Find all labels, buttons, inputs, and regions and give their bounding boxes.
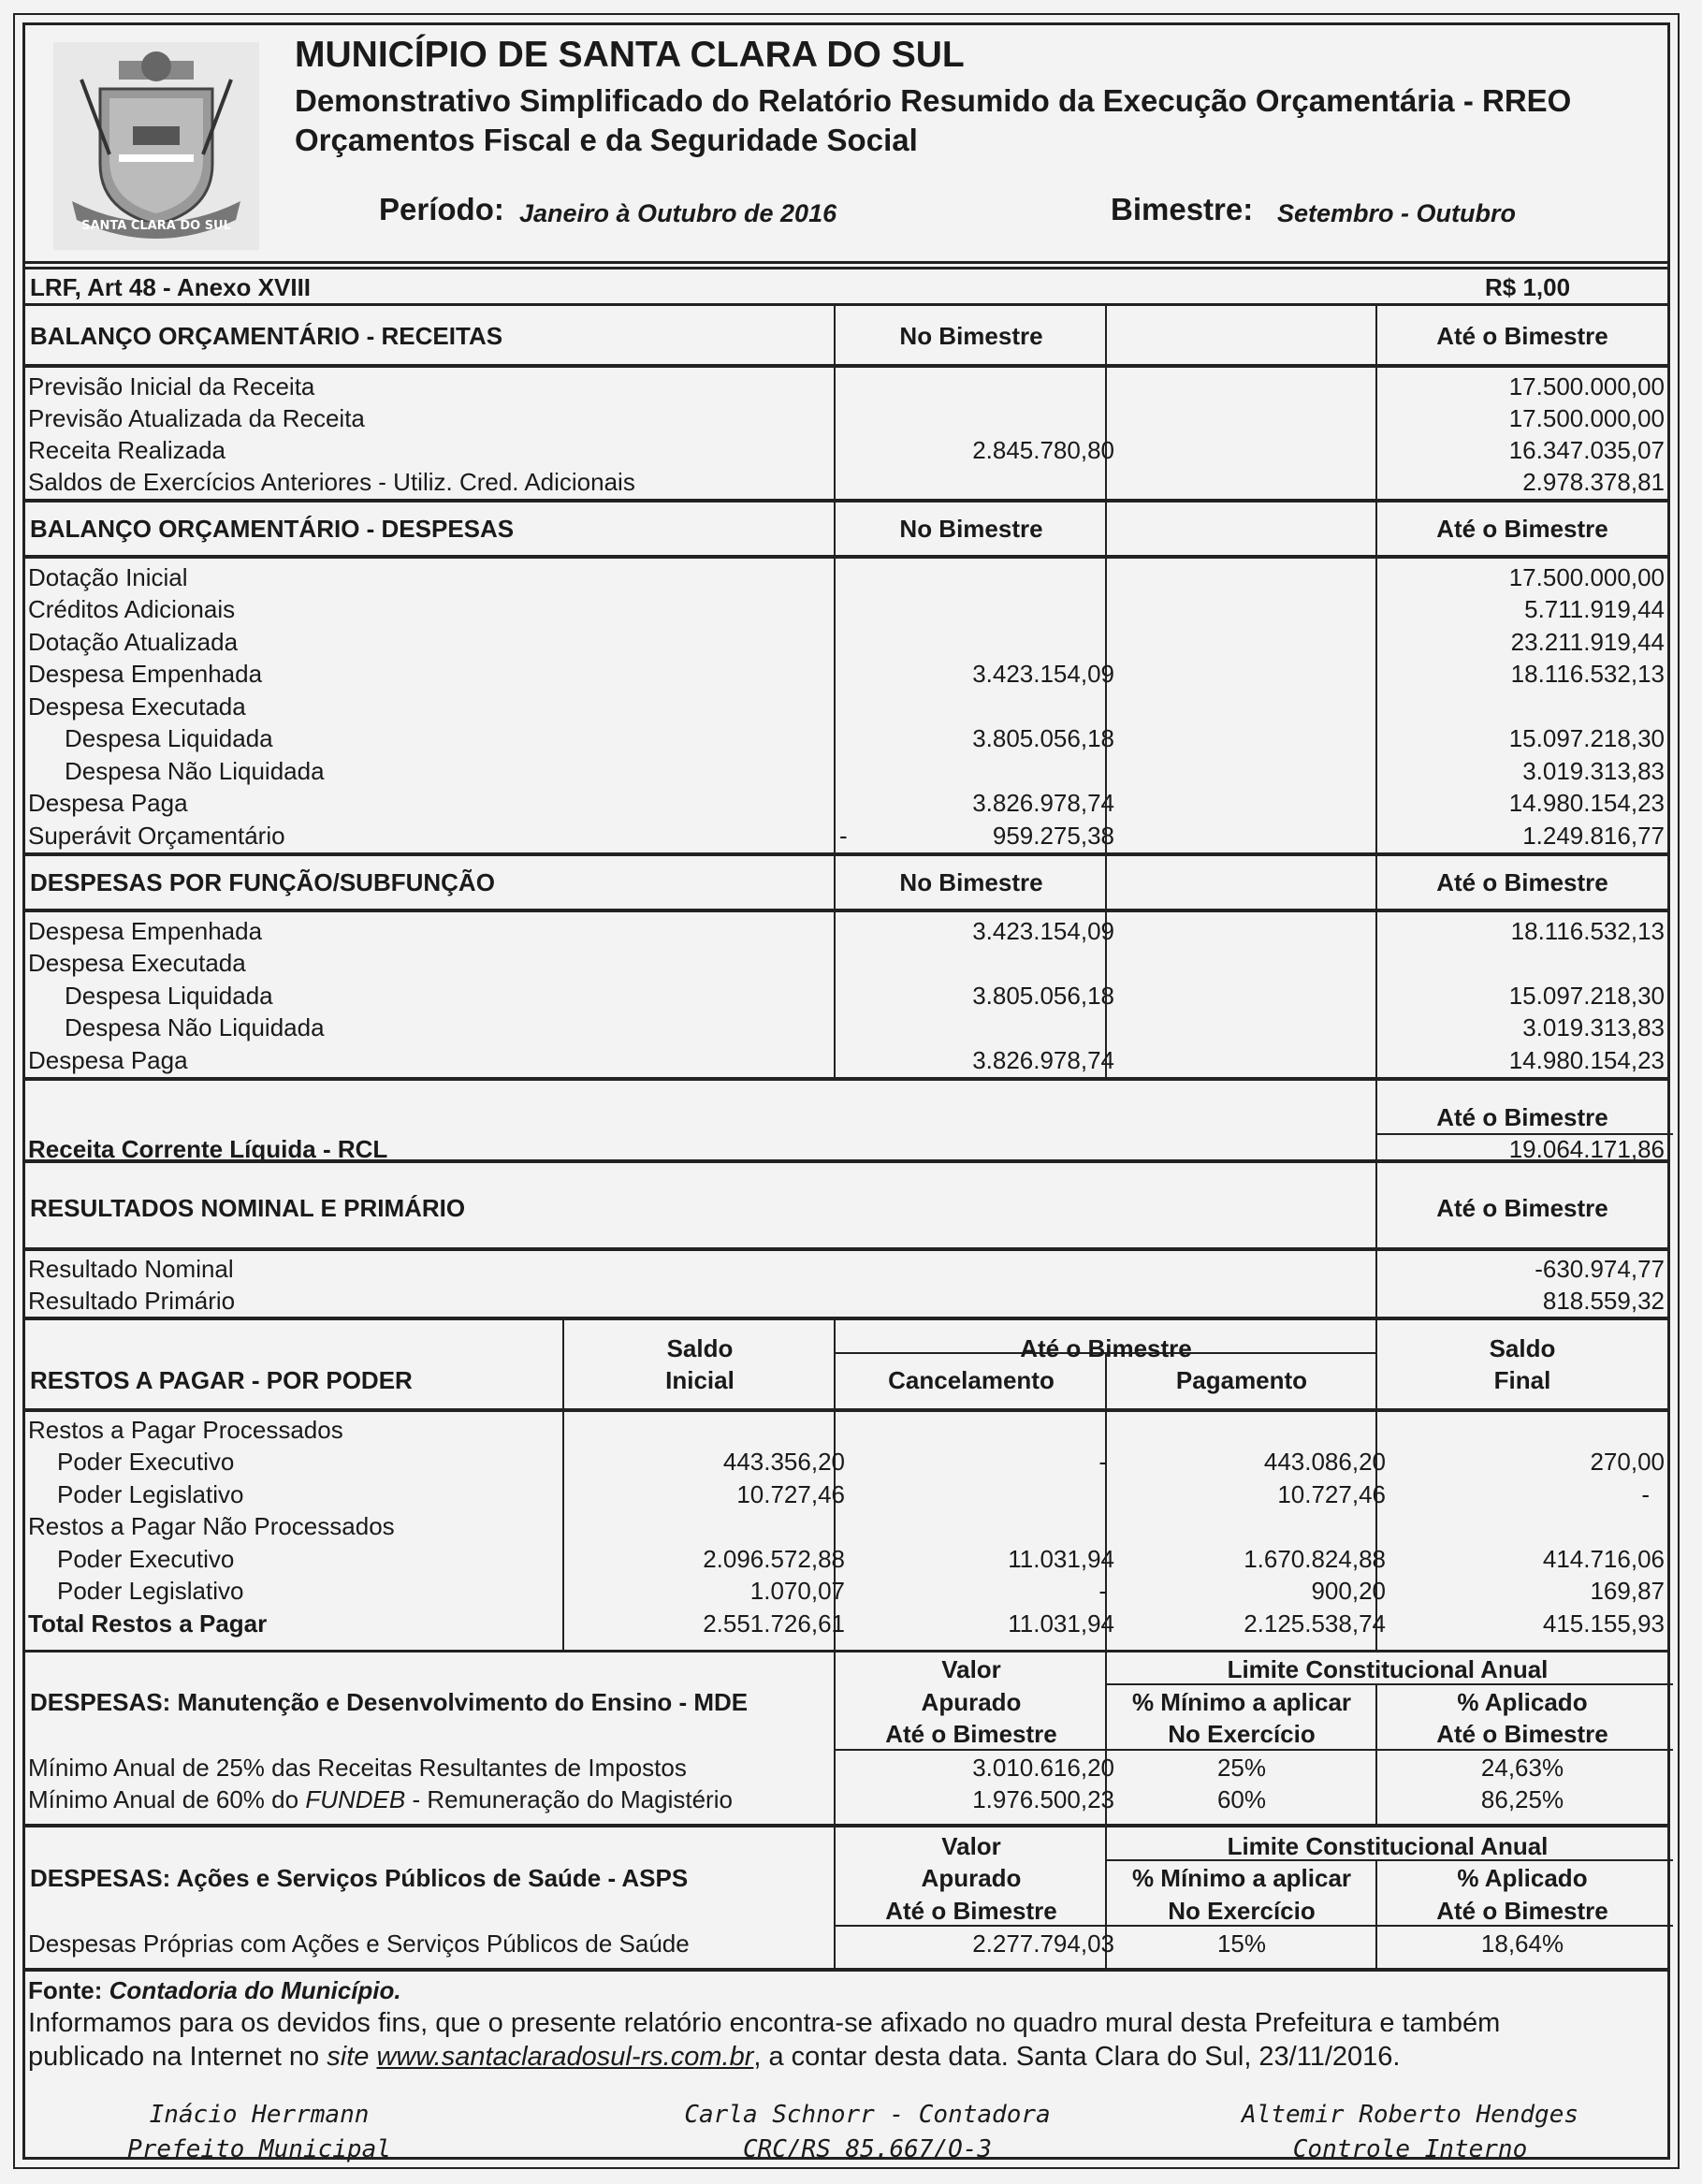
- fundeb-term: FUNDEB: [305, 1785, 406, 1813]
- asps-col-valor-3: Até o Bimestre: [885, 1897, 1057, 1925]
- row-label: Despesa Paga: [28, 1046, 188, 1074]
- row-apl: 24,63%: [1480, 1754, 1564, 1782]
- restos-col-saldo-ini-1: Saldo: [666, 1334, 734, 1362]
- row-pag: 900,20: [1311, 1577, 1386, 1605]
- row-ate: 15.097.218,30: [1508, 982, 1665, 1010]
- signature-name: Carla Schnorr - Contadora: [684, 2101, 1051, 2129]
- receitas-title: BALANÇO ORÇAMENTÁRIO - RECEITAS: [30, 322, 503, 350]
- row-fin: 169,87: [1590, 1577, 1665, 1605]
- row-pag: 2.125.538,74: [1244, 1609, 1386, 1638]
- row-ate: 1.249.816,77: [1522, 822, 1665, 850]
- currency-unit: R$ 1,00: [1485, 273, 1571, 301]
- row-ini: 2.096.572,88: [703, 1545, 845, 1573]
- row-pag: 1.670.824,88: [1244, 1545, 1386, 1573]
- mde-col-apl-1: % Aplicado: [1457, 1688, 1588, 1716]
- row-label: Despesa Empenhada: [28, 917, 263, 945]
- row-ate: 18.116.532,13: [1510, 660, 1665, 688]
- row-valor: 3.010.616,20: [972, 1754, 1114, 1782]
- row-ate: 5.711.919,44: [1524, 595, 1665, 623]
- row-value: -630.974,77: [1535, 1255, 1665, 1283]
- row-ate: 3.019.313,83: [1522, 757, 1665, 785]
- asps-col-apl-1: % Aplicado: [1457, 1864, 1588, 1892]
- asps-title: DESPESAS: Ações e Serviços Públicos de Saúde - ASPS: [30, 1864, 689, 1892]
- site-word: site: [327, 2042, 370, 2072]
- row-ate: 3.019.313,83: [1522, 1013, 1665, 1041]
- mde-col-apl-2: Até o Bimestre: [1436, 1720, 1608, 1748]
- row-label: Receita Realizada: [28, 436, 226, 464]
- row-ini: 1.070,07: [749, 1577, 845, 1605]
- notice-text-a: publicado na Internet no: [28, 2042, 320, 2072]
- report-subtitle-2: Orçamentos Fiscal e da Seguridade Social: [295, 123, 918, 157]
- row-label: Créditos Adicionais: [28, 595, 236, 623]
- source-line: [28, 1974, 401, 2006]
- report-frame: [22, 22, 1670, 2163]
- rcl-label: Receita Corrente Líquida - RCL: [28, 1135, 388, 1163]
- row-label: Restos a Pagar Não Processados: [28, 1512, 395, 1540]
- restos-col-saldo-fin-2: Final: [1493, 1366, 1551, 1394]
- despesas-col-bim: No Bimestre: [899, 515, 1043, 543]
- row-label: Previsão Inicial da Receita: [28, 372, 315, 400]
- source-value: Contadoria do Município.: [109, 1976, 401, 2004]
- rcl-value: 19.064.171,86: [1508, 1135, 1665, 1163]
- row-ate: 14.980.154,23: [1508, 1046, 1665, 1074]
- signature-role: Prefeito Municipal: [127, 2135, 391, 2163]
- restos-col-pag: Pagamento: [1175, 1366, 1308, 1394]
- row-label: [28, 1784, 733, 1815]
- despesas-title: BALANÇO ORÇAMENTÁRIO - DESPESAS: [30, 515, 515, 543]
- asps-col-valor-1: Valor: [941, 1832, 1001, 1860]
- bimester-label: Bimestre:: [1111, 192, 1254, 226]
- row-bim: 3.826.978,74: [972, 789, 1114, 817]
- row-label: Poder Legislativo: [57, 1577, 244, 1605]
- report-header: [25, 25, 1667, 264]
- row-label: Despesa Não Liquidada: [65, 757, 325, 785]
- municipal-crest-icon: [53, 42, 259, 250]
- notice-line-1: Informamos para os devidos fins, que o presente relatório encontra-se afixado no quadro mural desta Prefeitura e também: [28, 2008, 1501, 2038]
- row-value: 818.559,32: [1542, 1287, 1665, 1315]
- row-fin: -: [1641, 1480, 1650, 1508]
- row-fin: 415.155,93: [1542, 1609, 1665, 1638]
- mde-col-min-1: % Mínimo a aplicar: [1131, 1688, 1352, 1716]
- asps-col-limite: Limite Constitucional Anual: [1227, 1832, 1549, 1860]
- row-ate: 17.500.000,00: [1508, 563, 1665, 591]
- row-label: Previsão Atualizada da Receita: [28, 404, 365, 432]
- page-title: MUNICÍPIO DE SANTA CLARA DO SUL: [295, 35, 965, 75]
- restos-col-ate: Até o Bimestre: [1020, 1334, 1192, 1362]
- row-can: -: [1098, 1577, 1107, 1605]
- row-ate: 2.978.378,81: [1522, 468, 1665, 496]
- row-label: Mínimo Anual de 25% das Receitas Resultantes de Impostos: [28, 1754, 687, 1782]
- asps-col-min-1: % Mínimo a aplicar: [1131, 1864, 1352, 1892]
- row-apl: 18,64%: [1480, 1929, 1564, 1958]
- despesas-col-ate: Até o Bimestre: [1436, 515, 1608, 543]
- row-ini: 10.727,46: [736, 1480, 845, 1508]
- row-label: Superávit Orçamentário: [28, 822, 285, 850]
- row-label: Resultado Primário: [28, 1287, 236, 1315]
- asps-col-min-2: No Exercício: [1168, 1897, 1316, 1925]
- row-ate: 17.500.000,00: [1508, 404, 1665, 432]
- signature-name: Inácio Herrmann: [149, 2101, 370, 2129]
- notice-text-b: , a contar desta data. Santa Clara do Sul, 23/11/2016.: [753, 2042, 1401, 2072]
- row-pag: 10.727,46: [1277, 1480, 1386, 1508]
- receitas-col-bim: No Bimestre: [899, 322, 1043, 350]
- row-label: Saldos de Exercícios Anteriores - Utiliz. Cred. Adicionais: [28, 468, 635, 496]
- row-label: Dotação Inicial: [28, 563, 188, 591]
- row-bim: 3.805.056,18: [972, 982, 1114, 1010]
- funcao-col-ate: Até o Bimestre: [1436, 868, 1608, 896]
- row-ate: 18.116.532,13: [1510, 917, 1665, 945]
- row-label: Despesa Executada: [28, 692, 246, 721]
- row-label: Resultado Nominal: [28, 1255, 234, 1283]
- row-bim: 3.423.154,09: [972, 917, 1114, 945]
- row-can: -: [1098, 1448, 1107, 1476]
- row-bim: 3.805.056,18: [972, 724, 1114, 752]
- asps-col-apl-2: Até o Bimestre: [1436, 1897, 1608, 1925]
- signature-role: CRC/RS 85.667/O-3: [742, 2135, 993, 2163]
- row-bim: 2.845.780,80: [972, 436, 1114, 464]
- row-label-c: - Remuneração do Magistério: [412, 1785, 733, 1813]
- funcao-col-bim: No Bimestre: [899, 868, 1043, 896]
- period-value: Janeiro à Outubro de 2016: [519, 199, 837, 227]
- restos-col-saldo-ini-2: Inicial: [665, 1366, 735, 1394]
- row-label: Despesa Liquidada: [65, 982, 273, 1010]
- row-label: Restos a Pagar Processados: [28, 1416, 343, 1444]
- row-ate: 14.980.154,23: [1508, 789, 1665, 817]
- restos-title: RESTOS A PAGAR - POR PODER: [30, 1366, 413, 1394]
- asps-col-valor-2: Apurado: [921, 1864, 1022, 1892]
- row-pag: 443.086,20: [1263, 1448, 1386, 1476]
- row-min: 60%: [1216, 1785, 1267, 1813]
- source-label: Fonte:: [28, 1976, 103, 2004]
- row-bim: 959.275,38: [992, 822, 1114, 850]
- negative-sign: -: [839, 822, 848, 850]
- row-label-a: Mínimo Anual de 60% do: [28, 1785, 299, 1813]
- row-label: Poder Executivo: [57, 1448, 235, 1476]
- row-label: Despesa Liquidada: [65, 724, 273, 752]
- resultados-title: RESULTADOS NOMINAL E PRIMÁRIO: [30, 1194, 466, 1222]
- row-label: Total Restos a Pagar: [28, 1609, 268, 1638]
- row-label: Despesa Executada: [28, 949, 246, 977]
- row-fin: 270,00: [1590, 1448, 1665, 1476]
- funcao-title: DESPESAS POR FUNÇÃO/SUBFUNÇÃO: [30, 868, 495, 896]
- crest-banner-text: SANTA CLARA DO SUL: [81, 219, 231, 233]
- row-valor: 1.976.500,23: [972, 1785, 1114, 1813]
- row-ini: 443.356,20: [722, 1448, 845, 1476]
- mde-col-valor-3: Até o Bimestre: [885, 1720, 1057, 1748]
- lrf-label: LRF, Art 48 - Anexo XVIII: [30, 273, 312, 301]
- row-label: Poder Executivo: [57, 1545, 235, 1573]
- mde-col-limite: Limite Constitucional Anual: [1227, 1655, 1549, 1683]
- mde-col-valor-2: Apurado: [921, 1688, 1022, 1716]
- row-apl: 86,25%: [1480, 1785, 1564, 1813]
- signature-name: Altemir Roberto Hendges: [1241, 2101, 1579, 2129]
- row-ate: 16.347.035,07: [1508, 436, 1665, 464]
- row-label: Dotação Atualizada: [28, 628, 239, 656]
- row-fin: 414.716,06: [1542, 1545, 1665, 1573]
- row-ini: 2.551.726,61: [703, 1609, 845, 1638]
- report-subtitle: Demonstrativo Simplificado do Relatório Resumido da Execução Orçamentária - RREO: [295, 83, 1572, 118]
- row-label: Despesas Próprias com Ações e Serviços Públicos de Saúde: [28, 1929, 690, 1958]
- rcl-col-ate: Até o Bimestre: [1436, 1103, 1608, 1131]
- row-label: Despesa Empenhada: [28, 660, 263, 688]
- mde-col-min-2: No Exercício: [1168, 1720, 1316, 1748]
- signature-role: Controle Interno: [1292, 2135, 1528, 2163]
- row-bim: 3.423.154,09: [972, 660, 1114, 688]
- row-valor: 2.277.794,03: [972, 1929, 1114, 1958]
- period-label: Período:: [379, 192, 504, 226]
- notice-line-2: [28, 2041, 1400, 2073]
- website-link[interactable]: www.santaclaradosul-rs.com.br: [376, 2042, 754, 2072]
- row-label: Despesa Paga: [28, 789, 188, 817]
- report-page: [13, 13, 1680, 2169]
- row-label: Poder Legislativo: [57, 1480, 244, 1508]
- row-can: 11.031,94: [1008, 1545, 1114, 1573]
- row-ate: 23.211.919,44: [1510, 628, 1665, 656]
- row-ate: 15.097.218,30: [1508, 724, 1665, 752]
- restos-col-saldo-fin-1: Saldo: [1489, 1334, 1556, 1362]
- resultados-col-ate: Até o Bimestre: [1436, 1194, 1608, 1222]
- row-ate: 17.500.000,00: [1508, 372, 1665, 400]
- row-can: 11.031,94: [1008, 1609, 1114, 1638]
- mde-col-valor-1: Valor: [941, 1655, 1001, 1683]
- row-min: 15%: [1216, 1929, 1267, 1958]
- bimester-value: Setembro - Outubro: [1277, 199, 1516, 227]
- mde-title: DESPESAS: Manutenção e Desenvolvimento do Ensino - MDE: [30, 1688, 749, 1716]
- row-bim: 3.826.978,74: [972, 1046, 1114, 1074]
- receitas-col-ate: Até o Bimestre: [1436, 322, 1608, 350]
- restos-col-cancel: Cancelamento: [888, 1366, 1055, 1394]
- row-min: 25%: [1216, 1754, 1267, 1782]
- row-label: Despesa Não Liquidada: [65, 1013, 325, 1041]
